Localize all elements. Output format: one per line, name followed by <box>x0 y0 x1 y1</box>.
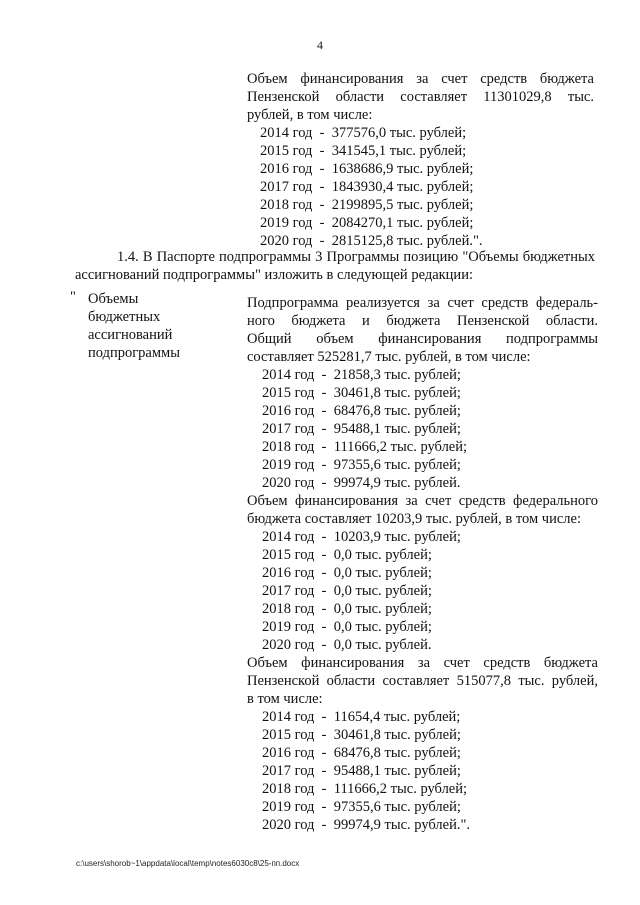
table-right-cell <box>247 294 598 834</box>
year-list <box>247 708 598 834</box>
text-line: ного бюджета и бюджета Пензенской области. <box>247 313 598 329</box>
list-item: 2015 год - 30461,8 тыс. рублей; <box>262 727 461 743</box>
list-item: 2017 год - 0,0 тыс. рублей; <box>262 583 432 599</box>
text-line: Объем финансирования за счет средств бюджета <box>247 655 598 671</box>
list-item: 2017 год - 1843930,4 тыс. рублей; <box>260 179 474 195</box>
text-line: Объем финансирования за счет средств бюджета <box>247 71 594 87</box>
list-item: 2020 год - 99974,9 тыс. рублей.". <box>262 817 470 833</box>
text-line: Пензенской области составляет 515077,8 тыс. рублей, <box>247 673 598 689</box>
row-label <box>88 290 218 362</box>
list-item: 2019 год - 97355,6 тыс. рублей; <box>262 457 461 473</box>
list-item: 2016 год - 0,0 тыс. рублей; <box>262 565 432 581</box>
list-item: 2016 год - 68476,8 тыс. рублей; <box>262 745 461 761</box>
list-item: 2017 год - 95488,1 тыс. рублей; <box>262 763 461 779</box>
text-line: 1.4. В Паспорте подпрограммы 3 Программы позицию "Объемы бюджетных <box>117 249 595 265</box>
regional-financing-section <box>247 654 598 834</box>
list-item: 2018 год - 111666,2 тыс. рублей; <box>262 781 468 797</box>
list-item: 2018 год - 2199895,5 тыс. рублей; <box>260 197 474 213</box>
year-list <box>247 366 598 492</box>
list-item: 2019 год - 2084270,1 тыс. рублей; <box>260 215 474 231</box>
list-item: 2015 год - 30461,8 тыс. рублей; <box>262 385 461 401</box>
page-number: 4 <box>317 38 323 52</box>
list-item: 2020 год - 0,0 тыс. рублей. <box>262 637 432 653</box>
list-item: 2014 год - 377576,0 тыс. рублей; <box>260 125 467 141</box>
list-item: 2020 год - 2815125,8 тыс. рублей.". <box>260 233 483 249</box>
list-item: 2015 год - 0,0 тыс. рублей; <box>262 547 432 563</box>
list-item: 2018 год - 0,0 тыс. рублей; <box>262 601 432 617</box>
label-line: ассигнований <box>88 327 173 343</box>
text-line: Объем финансирования за счет средств федерального <box>247 493 598 509</box>
top-financing-block <box>247 70 594 250</box>
text-line: ассигнований подпрограммы" изложить в следующей редакции: <box>75 267 473 283</box>
label-line: бюджетных <box>88 309 161 325</box>
text-line: бюджета составляет 10203,9 тыс. рублей, в том числе: <box>247 511 581 527</box>
year-list <box>247 528 598 654</box>
text-line: Общий объем финансирования подпрограммы <box>247 331 598 347</box>
list-item: 2020 год - 99974,9 тыс. рублей. <box>262 475 461 491</box>
list-item: 2019 год - 97355,6 тыс. рублей; <box>262 799 461 815</box>
list-item: 2017 год - 95488,1 тыс. рублей; <box>262 421 461 437</box>
text-line: Подпрограмма реализуется за счет средств федераль- <box>247 295 598 311</box>
paragraph-1-4 <box>75 248 595 284</box>
total-financing-section <box>247 294 598 492</box>
federal-financing-section <box>247 492 598 654</box>
list-item: 2014 год - 21858,3 тыс. рублей; <box>262 367 461 383</box>
list-item: 2018 год - 111666,2 тыс. рублей; <box>262 439 468 455</box>
list-item: 2016 год - 1638686,9 тыс. рублей; <box>260 161 474 177</box>
list-item: 2014 год - 10203,9 тыс. рублей; <box>262 529 461 545</box>
year-list <box>247 124 594 250</box>
text-line: рублей, в том числе: <box>247 107 373 123</box>
footer-file-path: c:\users\shorob~1\appdata\local\temp\notes6030c8\25-пп.docx <box>76 859 300 868</box>
list-item: 2016 год - 68476,8 тыс. рублей; <box>262 403 461 419</box>
label-line: Объемы <box>88 291 139 307</box>
text-line: составляет 525281,7 тыс. рублей, в том числе: <box>247 349 531 365</box>
opening-quote: " <box>70 289 76 305</box>
text-line: в том числе: <box>247 691 323 707</box>
label-line: подпрограммы <box>88 345 180 361</box>
list-item: 2015 год - 341545,1 тыс. рублей; <box>260 143 467 159</box>
list-item: 2014 год - 11654,4 тыс. рублей; <box>262 709 461 725</box>
list-item: 2019 год - 0,0 тыс. рублей; <box>262 619 432 635</box>
text-line: Пензенской области составляет 11301029,8 тыс. <box>247 89 594 105</box>
